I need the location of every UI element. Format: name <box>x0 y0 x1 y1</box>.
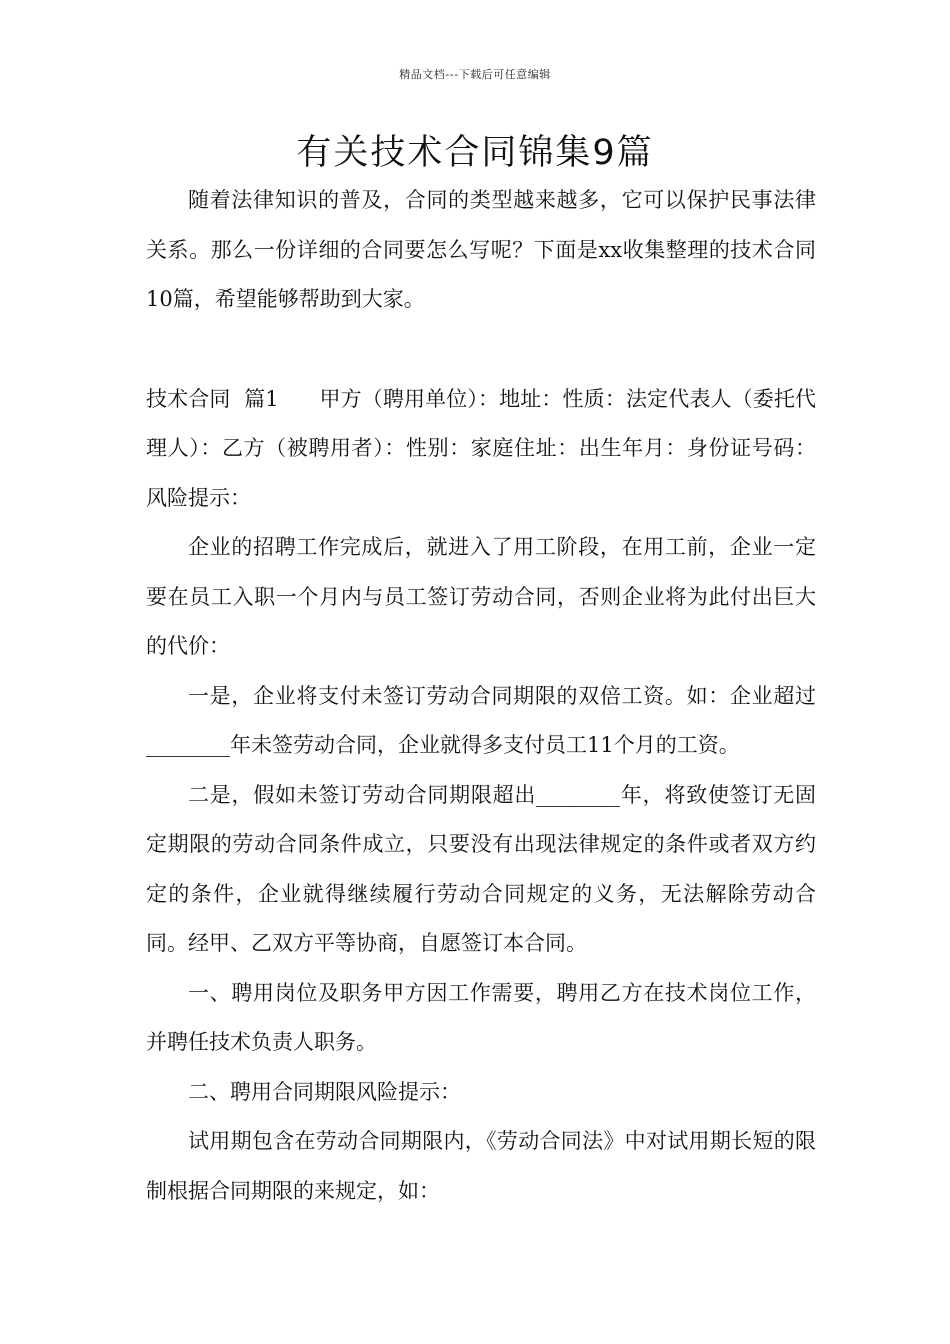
body-paragraph: 一是，企业将支付未签订劳动合同期限的双倍工资。如：企业超过________年未签劳动合同，企业就得多支付员工11个月的工资。 <box>146 683 816 757</box>
body-paragraph: 企业的招聘工作完成后，就进入了用工阶段，在用工前，企业一定要在员工入职一个月内与员工签订劳动合同，否则企业将为此付出巨大的代价： <box>146 535 816 658</box>
parties-text: 甲方（聘用单位）：地址：性质：法定代表人（委托代理人）：乙方（被聘用者）：性别：家庭住址：出生年月：身份证号码：风险提示： <box>146 386 816 510</box>
body-paragraph: 试用期包含在劳动合同期限内，《劳动合同法》中对试用期长短的限制根据合同期限的来规定，如： <box>146 1129 816 1203</box>
paragraph-gap <box>146 325 816 375</box>
body-paragraph: 二、聘用合同期限风险提示： <box>188 1079 461 1104</box>
body-paragraph: 二是，假如未签订劳动合同期限超出________年，将致使签订无固定期限的劳动合同条件成立，只要没有出现法律规定的条件或者双方约定的条件，企业就得继续履行劳动合同规定的义务，无法解除劳动合同。经甲、乙双方平等协商，自愿签订本合同。 <box>146 782 816 955</box>
body-paragraph: 一、聘用岗位及职务甲方因工作需要，聘用乙方在技术岗位工作，并聘任技术负责人职务。 <box>146 980 816 1054</box>
section-heading: 技术合同 篇1 <box>146 386 279 411</box>
section-1-paragraph <box>146 375 816 524</box>
document-title: 有关技术合同锦集9篇 <box>296 133 654 173</box>
document-body <box>146 176 816 1216</box>
intro-paragraph: 随着法律知识的普及，合同的类型越来越多，它可以保护民事法律关系。那么一份详细的合同要怎么写呢？下面是xx收集整理的技术合同10篇，希望能够帮助到大家。 <box>146 188 816 311</box>
header-note: 精品文档---下载后可任意编辑 <box>399 68 551 81</box>
section-spacer <box>279 387 320 411</box>
